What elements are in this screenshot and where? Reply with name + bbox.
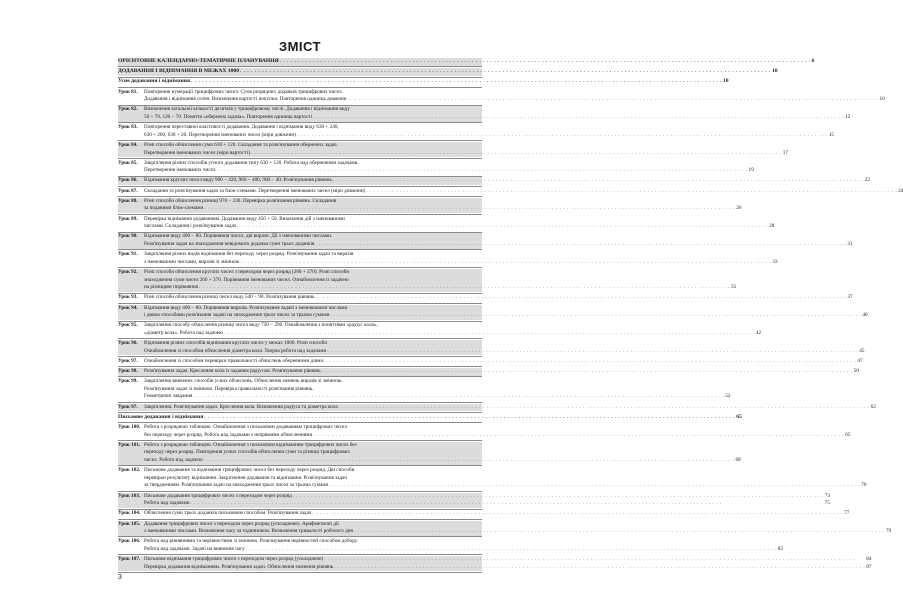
- dot-leader: [246, 546, 777, 554]
- toc-page-number: 87: [866, 563, 872, 570]
- dot-leader: [240, 68, 771, 76]
- dot-leader: [191, 500, 824, 508]
- toc-page-number: 73: [824, 492, 830, 499]
- lesson-entry: [118, 294, 853, 302]
- lesson-label: Урок 90.: [118, 233, 138, 240]
- lesson-label: Урок 83.: [118, 124, 138, 131]
- lesson-entry: [118, 233, 853, 248]
- lesson-label: Урок 98.: [118, 368, 138, 375]
- lesson-label: Урок 87.: [118, 187, 138, 194]
- lesson-entry: [118, 322, 762, 337]
- toc-page-number: 28: [769, 223, 775, 230]
- lesson-entry: [118, 368, 859, 376]
- toc-entry-text: Перетворення іменованих чисел: [144, 167, 216, 174]
- toc-page-number: 10: [879, 96, 885, 103]
- lesson-label: Урок 88.: [118, 197, 138, 204]
- dot-leader: [325, 358, 856, 366]
- toc-entry-text: ДОДАВАННЯ І ВІДНІМАННЯ В МЕЖАХ 1000: [118, 68, 240, 75]
- toc-entry-text: 50 + 70, 120 − 70. Поняття «обернена задача». Повторення одиниць вартості: [144, 113, 313, 120]
- lesson-label: Урок 93.: [118, 294, 138, 301]
- lesson-label: Урок 92.: [118, 268, 138, 275]
- dot-leader: [199, 284, 730, 292]
- lesson-label: Урок 82.: [118, 106, 138, 113]
- toc-page-number: 45: [859, 347, 865, 354]
- toc-entry-text: знаходження суми чисел 260 + 370. Порівняння іменованих чисел. Ознайомлення із задачею: [144, 276, 349, 283]
- dot-leader: [204, 457, 735, 465]
- lesson-entry: [118, 215, 775, 231]
- table-of-contents: [118, 39, 903, 574]
- lesson-entry: [118, 492, 830, 508]
- toc-page-number: 17: [782, 149, 788, 156]
- toc-entry-text: 630 + 200, 630 + 20. Перетворення іменованих чисел (міри довжини): [144, 131, 296, 138]
- lesson-entry: [118, 88, 885, 104]
- toc-entry-text: Письмове додавання трицифрових чисел з переходом через розряд: [144, 492, 292, 499]
- divider: [118, 572, 482, 573]
- toc-page-number: 82: [777, 545, 783, 552]
- toc-page-number: 50: [853, 368, 859, 375]
- toc-entry-text: без переходу через розряд. Робота над задачами з непрямими обчисленнями: [144, 431, 313, 438]
- toc-entry-text: Перевірка додавання відніманням. Розв'язування задач. Обчислення значення рівнянь: [144, 563, 334, 570]
- dot-leader: [339, 404, 870, 412]
- dot-leader: [312, 510, 843, 518]
- lesson-entry: [118, 304, 868, 320]
- toc-page-number: 47: [857, 357, 863, 364]
- toc-body: [118, 58, 903, 573]
- lesson-entry: [118, 357, 863, 366]
- toc-entry-text: Робота з розрядною таблицею. Ознайомлення з письмовим відніманням трицифрових чисел без: [144, 441, 357, 448]
- toc-entry-text: Складання та розв'язування задач за блок-схемами. Перетворення іменованих чисел (міри довжини): [144, 187, 366, 194]
- lesson-label: Урок 96.: [118, 340, 138, 347]
- page-title: ЗМІСТ: [278, 39, 322, 54]
- dot-leader: [237, 223, 768, 231]
- toc-page-number: 40: [862, 312, 868, 319]
- toc-entry-text: Робота над задачами. Задачі на вивчення часу: [144, 545, 245, 552]
- subsection-heading: [118, 78, 729, 86]
- lesson-label: Урок 104.: [118, 510, 141, 517]
- toc-entry-text: Різні способи обчислення круглих чисел з переходом через розряд (260 + 370). Різні способи: [144, 268, 350, 275]
- lesson-label: Урок 105.: [118, 520, 141, 527]
- dot-leader: [293, 493, 824, 501]
- lesson-entry: [118, 340, 865, 355]
- lesson-entry: [118, 556, 872, 571]
- toc-entry-text: Робота над рівняннями та нерівностями зі змінною. Розв'язування нерівностей способом добору.: [144, 538, 359, 545]
- toc-entry-text: Закріплення вивчених способів усних обчислень. Обчислення значень виразів зі змінною.: [144, 378, 343, 385]
- lesson-label: Урок 100.: [118, 424, 141, 430]
- toc-page-number: 79: [885, 528, 892, 535]
- dot-leader: [204, 205, 735, 213]
- toc-entry-text: Робота над задачами: [144, 500, 190, 507]
- subsection-heading: [118, 413, 742, 422]
- toc-page-number: 12: [845, 113, 851, 120]
- toc-entry-text: Ознайомлення зі способом обчислення діаметра кола. Творча робота над задачами: [144, 347, 327, 354]
- toc-entry-text: Різні способи обчислення суми 630 + 120. Складання та розв'язування обернених задач.: [144, 141, 338, 148]
- toc-entry-text: Закріплення різних способів усного додавання типу 630 + 120. Робота над оберненими задачами.: [144, 159, 359, 166]
- toc-entry-text: чисел. Робота над задачею: [144, 456, 203, 463]
- toc-entry-text: Письмове додавання і віднімання: [118, 413, 204, 420]
- dot-leader: [204, 414, 735, 422]
- lesson-entry: [118, 378, 731, 401]
- toc-page-number: 22: [864, 177, 870, 184]
- lesson-entry: [118, 251, 778, 266]
- toc-entry-text: Додавання трицифрових чисел з переходом через розряд (ускладнене). Арифметичні дії: [144, 520, 339, 527]
- toc-entry-text: Закріплення способу обчислення різниці чисел виду 730 − 290. Ознайомлення з поняттями «радіус кола»,: [144, 322, 378, 329]
- lesson-entry: [118, 403, 876, 412]
- dot-leader: [193, 393, 724, 401]
- lesson-label: Урок 102.: [118, 467, 141, 474]
- toc-entry-text: числами. Складання і розв'язування задач: [144, 223, 237, 230]
- toc-entry-text: за твердженням. Розв'язування задач на знаходження трьох чисел за трьома сумами: [144, 482, 329, 489]
- toc-page-number: 42: [755, 329, 762, 336]
- dot-leader: [322, 368, 853, 376]
- toc-page-number: 19: [748, 167, 754, 174]
- toc-page-number: 68: [735, 456, 741, 463]
- lesson-label: Урок 85.: [118, 159, 138, 166]
- toc-page-number: 10: [723, 78, 729, 85]
- toc-entry-text: Різні способи обчислення різниці чисел виду 540 − 90. Розв'язування рівнянь: [144, 294, 315, 301]
- dot-leader: [348, 96, 879, 104]
- toc-page-number: 6: [811, 58, 815, 64]
- lesson-label: Урок 97.: [118, 403, 138, 410]
- dot-leader: [327, 348, 858, 356]
- toc-page-number: 65: [845, 431, 851, 438]
- page-number: 3: [118, 574, 122, 581]
- lesson-label: Урок 94.: [118, 304, 138, 311]
- dot-leader: [333, 177, 864, 185]
- dot-leader: [191, 78, 722, 86]
- toc-entry-text: Розв'язування задач. Креслення кола із заданим радіусом. Розв'язування рівнянь: [144, 368, 321, 375]
- toc-entry-text: з іменованими числами. Визначення часу за годинником. Визначення тривалості робочого дня: [144, 528, 353, 535]
- lesson-entry: [118, 141, 788, 157]
- dot-leader: [334, 564, 865, 572]
- section-heading: [118, 68, 778, 76]
- dot-leader: [366, 188, 897, 196]
- lesson-entry: [118, 197, 742, 213]
- dot-leader: [313, 432, 844, 440]
- dot-leader: [354, 528, 885, 536]
- toc-entry-text: Визначення загальної кількості десятків у трицифровому числі. Додавання і віднімання виду: [144, 106, 350, 113]
- lesson-entry: [118, 159, 754, 175]
- toc-entry-text: переходу через розряд. Повторення усних способів обчислення суми та різниці трицифрових: [144, 449, 351, 456]
- toc-entry-text: Віднімання виду 400 − 80. Порівняння виразів. Розв'язування задачі з іменованими числами: [144, 304, 348, 311]
- lesson-label: Урок 86.: [118, 177, 138, 184]
- toc-page-number: 31: [847, 241, 853, 247]
- lesson-entry: [118, 106, 851, 121]
- toc-page-number: 37: [847, 294, 853, 301]
- lesson-entry: [118, 441, 741, 465]
- lesson-label: Урок 91.: [118, 251, 138, 258]
- toc-entry-text: і двома способами розв'язання задачі на знаходження трьох чисел за трьома сумами: [144, 312, 330, 319]
- lesson-label: Урок 84.: [118, 141, 138, 148]
- toc-entry-text: Різні способи обчислення різниці 970 − 230. Перевірка розв'язання рівнянь. Складання: [144, 197, 337, 204]
- toc-entry-text: перевірки результату віднімання. Закріплення додавання та віднімання. Розв'язування задач: [144, 474, 347, 481]
- toc-entry-text: Письмове віднімання трицифрових чисел з переходом через розряд (ускладнене): [144, 556, 324, 563]
- toc-page-number: 10: [771, 68, 778, 75]
- toc-entry-text: ОРІЄНТОВНЕ КАЛЕНДАРНО-ТЕМАТИЧНЕ ПЛАНУВАННЯ: [118, 58, 279, 64]
- dot-leader: [224, 330, 755, 338]
- toc-entry-text: Перетворення іменованих чисел (міри вартості): [144, 149, 250, 156]
- toc-entry-text: на різницеве порівняння: [144, 284, 199, 291]
- toc-page-number: 52: [725, 393, 731, 400]
- dot-leader: [330, 312, 861, 320]
- lesson-entry: [118, 538, 783, 553]
- lesson-label: Урок 106.: [118, 538, 141, 545]
- toc-entry-text: Усне додавання і віднімання: [118, 78, 191, 85]
- dot-leader: [313, 114, 844, 122]
- toc-entry-text: Віднімання різних способів віднімання круглих чисел у межах 1000. Різні способи: [144, 340, 328, 347]
- dot-leader: [217, 167, 748, 175]
- toc-entry-text: «діаметр кола». Робота над задачею: [144, 329, 223, 336]
- dot-leader: [329, 482, 860, 490]
- toc-entry-text: Перевірка віднімання додаванням. Додавання виду 450 + 50. Виконання дій з іменованими: [144, 215, 345, 222]
- lesson-entry: [118, 424, 851, 439]
- toc-entry-text: Повторення переставної властивості додавання. Додавання і віднімання виду 630 + 240,: [144, 124, 339, 131]
- toc-page-number: 26: [736, 205, 742, 212]
- dot-leader: [324, 556, 865, 564]
- toc-entry-text: Письмове додавання та віднімання трицифрових чисел без переходу через розряд. Дві способи: [144, 467, 355, 474]
- lesson-label: Урок 81.: [118, 88, 138, 95]
- lesson-entry: [118, 520, 892, 536]
- toc-entry-text: Розв'язування задач на знаходження невідомого доданка суми трьох доданків: [144, 241, 315, 247]
- dot-leader: [280, 58, 811, 66]
- lesson-entry: [118, 187, 903, 196]
- dot-leader: [297, 132, 828, 140]
- lesson-entry: [118, 268, 737, 292]
- toc-entry-text: Розв'язування задач зі змінною. Перевірка правильності розв'язання рівнянь.: [144, 385, 314, 392]
- toc-page-number: 24: [898, 187, 903, 194]
- toc-entry-text: Закріплення різних видів віднімання без переходу через розряд. Розв'язування задач та виразів: [144, 251, 354, 258]
- dot-leader: [316, 294, 847, 302]
- toc-page-number: 35: [731, 284, 737, 291]
- toc-entry-text: Робота з розрядною таблицею. Ознайомлення з письмовим додаванням трицифрових чисел: [144, 424, 347, 430]
- toc-page-number: 33: [772, 258, 778, 265]
- toc-entry-text: Повторення нумерації трицифрових чисел. Сума розрядних доданків трицифрових чисел.: [144, 88, 343, 95]
- toc-page-number: 65: [736, 413, 742, 420]
- toc-page-number: 77: [844, 510, 850, 517]
- lesson-entry: [118, 510, 850, 518]
- lesson-entry: [118, 177, 870, 185]
- toc-entry-text: з іменованими числами, виразів зі змінною: [144, 258, 240, 265]
- toc-entry-text: Геометричні завдання: [144, 393, 193, 400]
- toc-entry-text: Ознайомлення зі способом перевірки правильності обчислень оберненими діями.: [144, 357, 325, 364]
- dot-leader: [315, 241, 846, 249]
- toc-entry-text: Обчислення суми трьох доданків письмовим способом. Розв'язування задач: [144, 510, 312, 517]
- lesson-label: Урок 99.: [118, 378, 138, 385]
- toc-page-number: 84: [866, 556, 872, 563]
- toc-entry-text: Додавання і віднімання сотен. Визначення вартості покупки. Повторення одиниць довжини: [144, 96, 347, 103]
- section-heading: [118, 58, 815, 66]
- lesson-label: Урок 95.: [118, 322, 138, 329]
- lesson-label: Урок 89.: [118, 215, 138, 222]
- toc-entry-text: Віднімання круглих чисел виду 960 − 420, 960 − 400, 960 − 40. Розв'язування рівнянь: [144, 177, 332, 184]
- lesson-entry: [118, 467, 867, 490]
- lesson-label: Урок 103.: [118, 492, 141, 499]
- toc-entry-text: Віднімання виду 400 − 80. Порівняння чисел, дві вирази. Дії з іменованими числами.: [144, 233, 333, 240]
- dot-leader: [240, 259, 771, 267]
- toc-page-number: 70: [861, 482, 867, 489]
- toc-entry-text: за поданими блок-схемами: [144, 205, 204, 212]
- lesson-label: Урок 107.: [118, 556, 141, 563]
- lesson-label: Урок 101.: [118, 441, 141, 448]
- toc-page-number: 15: [828, 131, 835, 138]
- toc-entry-text: Закріплення. Розв'язування задач. Креслення кола. Визначення радіуса та діаметра кола: [144, 403, 338, 410]
- dot-leader: [251, 150, 782, 158]
- lesson-label: Урок 97.: [118, 357, 138, 364]
- lesson-entry: [118, 124, 835, 139]
- toc-page-number: 75: [824, 500, 830, 507]
- toc-page-number: 62: [870, 403, 876, 410]
